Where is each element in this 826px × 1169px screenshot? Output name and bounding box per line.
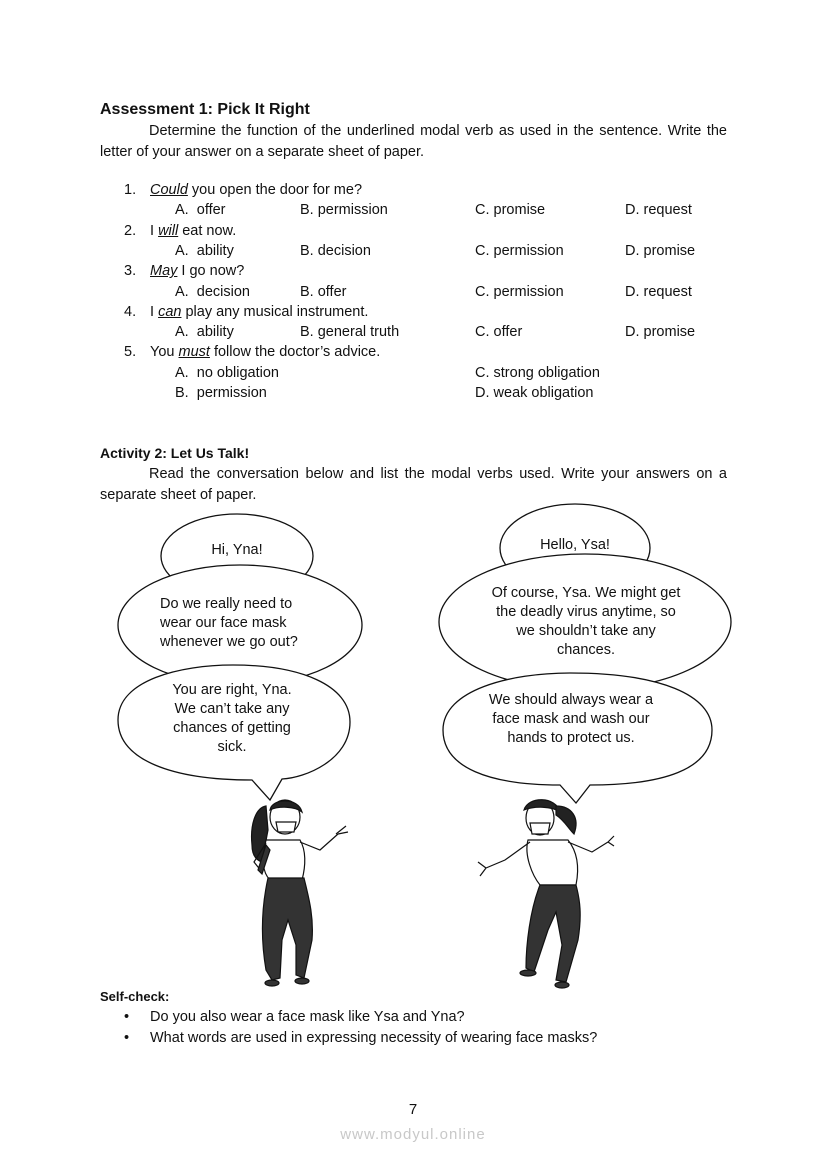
answer-choice: B. decision: [300, 242, 371, 259]
answer-choice: A. ability: [175, 324, 234, 341]
answer-choice: C. permission: [475, 242, 564, 259]
question-text: You must follow the doctor’s advice.: [150, 344, 381, 361]
answer-choice: B. permission: [300, 202, 388, 219]
answer-choice: B. general truth: [300, 324, 400, 341]
activity-title: Activity 2: Let Us Talk!: [100, 445, 250, 461]
answer-choice: B. permission: [175, 385, 267, 401]
bullet-icon: •: [124, 1009, 130, 1025]
bubble-right-3-text: We should always wear a face mask and wash our hands to protect us.: [488, 692, 654, 746]
question-text: May I go now?: [150, 263, 245, 280]
question-number: 3.: [124, 263, 137, 280]
underlined-modal: May: [150, 263, 178, 280]
person-left-icon: [252, 800, 348, 986]
question-text: I will eat now.: [150, 222, 237, 239]
answer-choice: D. request: [625, 283, 692, 300]
bubble-left-3-text: You are right, Yna. We can’t take any chances of getting sick.: [172, 682, 292, 755]
answer-choice: A. ability: [175, 242, 234, 259]
underlined-modal: Could: [150, 182, 188, 198]
question-number: 2.: [124, 222, 137, 239]
underlined-modal: must: [178, 344, 210, 361]
answer-choice: D. request: [625, 202, 692, 219]
answer-choice: D. promise: [625, 242, 696, 259]
bubble-right-2-text: Of course, Ysa. We might get the deadly virus anytime, so we shouldn’t take any chances.: [491, 585, 681, 658]
selfcheck-item: • What words are used in expressing necessity of wearing face masks?: [124, 1030, 598, 1046]
selfcheck-title: Self-check:: [100, 989, 170, 1004]
underlined-modal: will: [158, 222, 179, 239]
bubble-right-1-text: Hello, Ysa!: [540, 537, 610, 553]
question-number: 1.: [124, 182, 137, 198]
answer-choice: C. promise: [475, 202, 546, 219]
question-text: I can play any musical instrument.: [150, 303, 369, 320]
activity-instructions: Read the conversation below and list the modal verbs used. Write your answers on a separate sheet of paper.: [100, 466, 727, 503]
assessment-title: Assessment 1: Pick It Right: [100, 101, 310, 118]
answer-choice: C. permission: [475, 283, 564, 300]
answer-choice: D. weak obligation: [475, 385, 594, 401]
bubble-left-2-text: Do we really need to wear our face mask whenever we go out?: [160, 596, 298, 650]
page-number: 7: [408, 1101, 418, 1118]
assessment-instructions: Determine the function of the underlined modal verb as used in the sentence. Write the letter of your answer on a separate sheet of paper.: [100, 123, 727, 160]
answer-choice: D. promise: [625, 324, 696, 341]
answer-choice: A. no obligation: [175, 364, 279, 381]
selfcheck-item: • Do you also wear a face mask like Ysa and Yna?: [124, 1009, 465, 1025]
answer-choice: C. offer: [475, 324, 523, 341]
watermark: www.modyul.online: [340, 1126, 486, 1143]
underlined-modal: can: [158, 303, 182, 320]
bullet-icon: •: [124, 1030, 130, 1046]
answer-choice: B. offer: [300, 283, 347, 300]
question-text: Could you open the door for me?: [150, 182, 363, 198]
bubble-left-1-text: Hi, Yna!: [211, 542, 263, 558]
question-number: 4.: [124, 303, 137, 320]
person-right-icon: [478, 800, 614, 988]
answer-choice: C. strong obligation: [475, 364, 600, 381]
answer-choice: A. offer: [175, 202, 226, 219]
answer-choice: A. decision: [175, 283, 250, 300]
question-number: 5.: [124, 344, 137, 361]
